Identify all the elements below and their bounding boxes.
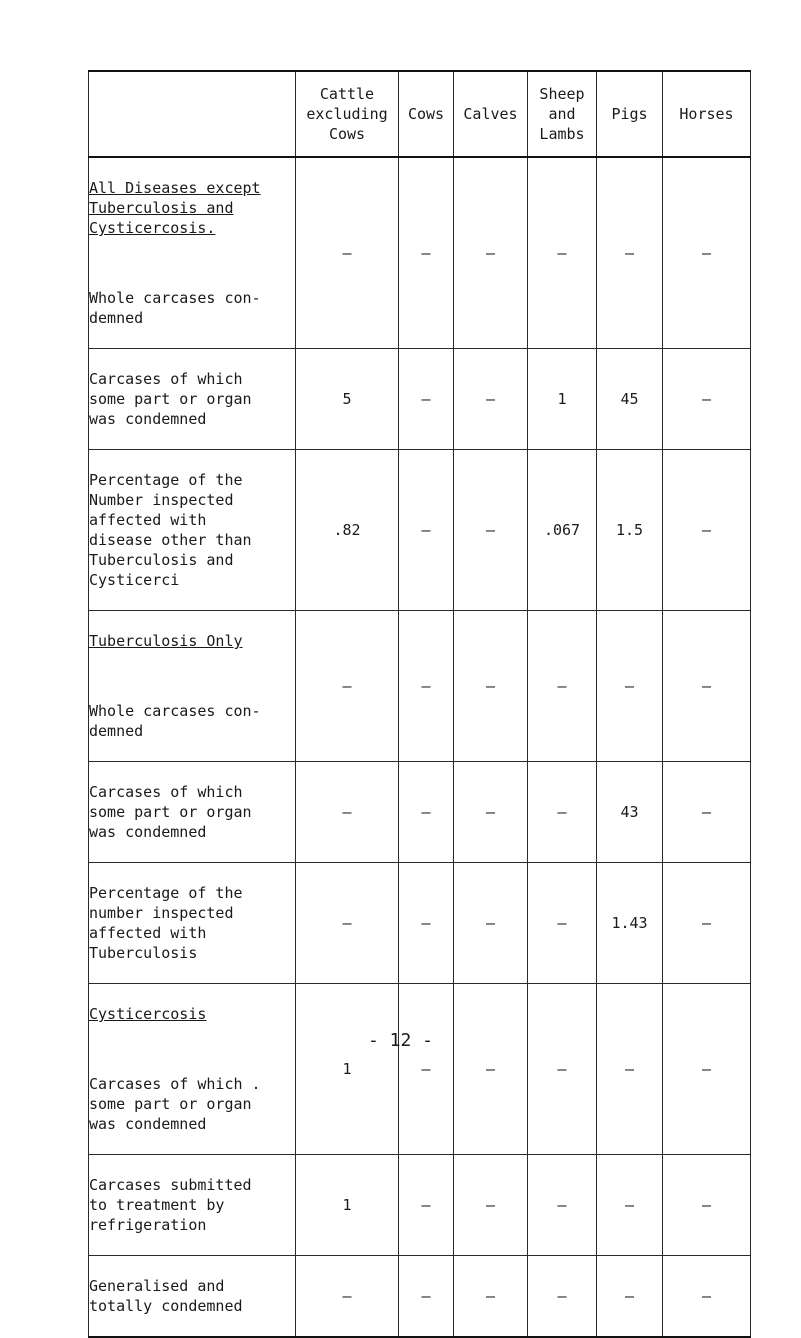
cell-cows: – (399, 984, 454, 1155)
cell-calves: – (454, 611, 528, 762)
cell-cattle: – (296, 762, 399, 863)
cell-calves: – (454, 762, 528, 863)
row-label (89, 349, 296, 450)
section-title-cysticercosis: Cysticercosis (89, 1005, 207, 1023)
cell-cattle: 5 (296, 349, 399, 450)
header-calves: Calves (454, 71, 528, 157)
row-label-text: Percentage of the Number inspected affected with disease other than Tuberculosis and Cysticerci (89, 471, 252, 589)
table-row (89, 1256, 751, 1338)
cell-pigs: – (597, 1155, 663, 1256)
cell-sheep: – (528, 1155, 597, 1256)
cell-cattle: – (296, 863, 399, 984)
cell-cows: – (399, 611, 454, 762)
header-cows: Cows (399, 71, 454, 157)
cell-cows: – (399, 1256, 454, 1338)
cell-pigs: 45 (597, 349, 663, 450)
cell-calves: – (454, 450, 528, 611)
cell-cattle: – (296, 1256, 399, 1338)
row-label (89, 450, 296, 611)
header-cattle: Cattle excluding Cows (296, 71, 399, 157)
table-row (89, 450, 751, 611)
row-label-text: Generalised and totally condemned (89, 1277, 243, 1315)
header-horses: Horses (663, 71, 751, 157)
table-row (89, 1155, 751, 1256)
table-row (89, 349, 751, 450)
table-row (89, 611, 751, 762)
cell-pigs: – (597, 1256, 663, 1338)
cell-horses: – (663, 157, 751, 349)
cell-sheep: .067 (528, 450, 597, 611)
row-label (89, 984, 296, 1155)
cell-cows: – (399, 762, 454, 863)
row-label (89, 1256, 296, 1338)
row-label (89, 762, 296, 863)
row-label-text: Whole carcases con- demned (89, 289, 261, 327)
table-row (89, 762, 751, 863)
row-label-text: Whole carcases con- demned (89, 702, 261, 740)
cell-cows: – (399, 157, 454, 349)
cell-horses: – (663, 984, 751, 1155)
cell-horses: – (663, 349, 751, 450)
cell-calves: – (454, 863, 528, 984)
cell-horses: – (663, 762, 751, 863)
inspection-report-sheet (88, 70, 750, 1338)
cell-cattle: – (296, 611, 399, 762)
cell-sheep: – (528, 762, 597, 863)
cell-cattle: 1 (296, 984, 399, 1155)
row-label (89, 611, 296, 762)
cell-sheep: 1 (528, 349, 597, 450)
row-label (89, 863, 296, 984)
table-row (89, 157, 751, 349)
header-corner-cell (89, 71, 296, 157)
cell-sheep: – (528, 984, 597, 1155)
table-row (89, 984, 751, 1155)
cell-calves: – (454, 984, 528, 1155)
cell-calves: – (454, 1155, 528, 1256)
cell-sheep: – (528, 157, 597, 349)
row-label (89, 157, 296, 349)
cell-pigs: – (597, 157, 663, 349)
row-label-text: Carcases submitted to treatment by refrigeration (89, 1176, 252, 1234)
cell-horses: – (663, 611, 751, 762)
cell-horses: – (663, 1256, 751, 1338)
cell-pigs: 1.43 (597, 863, 663, 984)
header-pigs: Pigs (597, 71, 663, 157)
meat-inspection-table (88, 70, 751, 1338)
table-row (89, 863, 751, 984)
cell-calves: – (454, 1256, 528, 1338)
header-row (89, 71, 751, 157)
section-title-tuberculosis: Tuberculosis Only (89, 632, 243, 650)
cell-cows: – (399, 1155, 454, 1256)
row-label (89, 1155, 296, 1256)
cell-sheep: – (528, 863, 597, 984)
cell-pigs: – (597, 611, 663, 762)
cell-cattle: .82 (296, 450, 399, 611)
cell-calves: – (454, 157, 528, 349)
cell-pigs: – (597, 984, 663, 1155)
row-label-text: Carcases of which some part or organ was condemned (89, 783, 252, 841)
cell-pigs: 43 (597, 762, 663, 863)
row-label-text: Percentage of the number inspected affected with Tuberculosis (89, 884, 243, 962)
cell-cows: – (399, 450, 454, 611)
cell-sheep: – (528, 611, 597, 762)
cell-cattle: 1 (296, 1155, 399, 1256)
cell-cows: – (399, 863, 454, 984)
page-number: - 12 - (367, 1030, 434, 1051)
section-title-all-diseases: All Diseases except Tuberculosis and Cysticercosis. (89, 179, 261, 237)
cell-pigs: 1.5 (597, 450, 663, 611)
cell-sheep: – (528, 1256, 597, 1338)
cell-horses: – (663, 450, 751, 611)
row-label-text: Carcases of which some part or organ was condemned (89, 370, 252, 428)
row-label-text: Carcases of which . some part or organ was condemned (89, 1075, 261, 1133)
cell-cows: – (399, 349, 454, 450)
cell-horses: – (663, 863, 751, 984)
cell-calves: – (454, 349, 528, 450)
cell-horses: – (663, 1155, 751, 1256)
header-sheep: Sheep and Lambs (528, 71, 597, 157)
cell-cattle: – (296, 157, 399, 349)
